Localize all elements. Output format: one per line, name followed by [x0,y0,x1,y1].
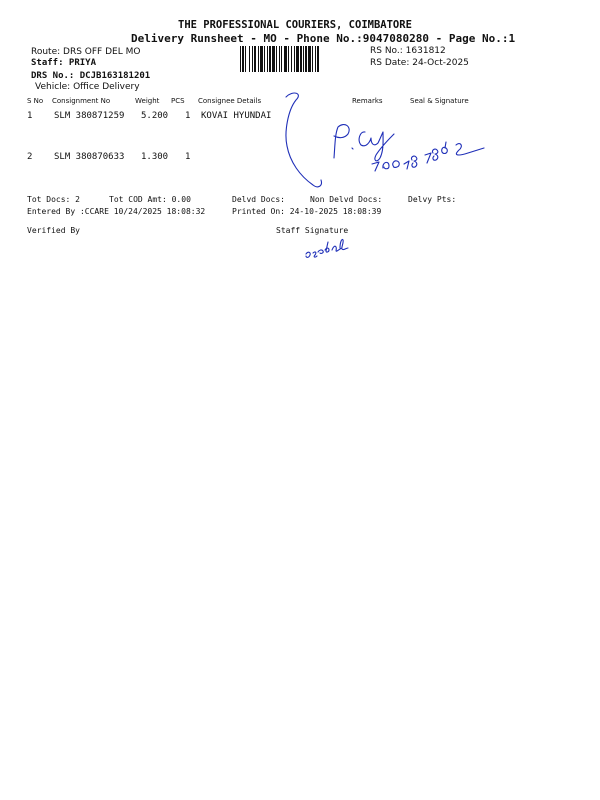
barcode-bar [281,46,282,72]
barcode-bar [254,46,256,72]
row-pcs: 1 [185,152,191,162]
barcode-bar [288,46,289,72]
rs-date: RS Date: 24-Oct-2025 [370,58,469,68]
delivered-docs: Delvd Docs: [232,195,285,204]
document-title: THE PROFESSIONAL COURIERS, COIMBATORE [178,19,412,31]
col-header-consignment: Consignment No [52,97,111,105]
barcode-bar [300,46,302,72]
document-subtitle: Delivery Runsheet - MO - Phone No.:9047080280 - Page No.:1 [131,32,516,45]
handwritten-staff-sign-mark [306,239,348,257]
barcode-bar [315,46,316,72]
row-pcs: 1 [185,111,191,121]
row-weight: 1.300 [141,152,169,162]
barcode-bar [245,46,246,72]
vehicle-label: Vehicle: Office Delivery [35,82,140,92]
barcode-bar [308,46,311,72]
route-label: Route: DRS OFF DEL MO [31,47,141,57]
barcode-bar [269,46,271,72]
handwritten-bracket-stroke [286,93,321,187]
delivery-points: Delvy Pts: [408,195,457,204]
row-consignee: KOVAI HYUNDAI [201,111,272,121]
handwritten-phone-mark [372,142,484,171]
printed-on: Printed On: 24-10-2025 18:08:39 [232,207,382,216]
staff-signature-label: Staff Signature [276,226,349,235]
barcode-image [240,46,366,72]
staff-label: Staff: PRIYA [31,58,97,68]
row-sno: 1 [27,111,33,121]
barcode-bar [312,46,313,72]
barcode-bar [267,46,268,72]
col-header-pcs: PCS [171,97,185,105]
barcode-bar [284,46,287,72]
barcode-bar [291,46,292,72]
handwritten-signature-mark [334,125,394,161]
barcode-bar [252,46,253,72]
col-header-remarks: Remarks [352,97,383,105]
barcode-bar [249,46,250,72]
non-delivered-docs: Non Delvd Docs: [310,195,383,204]
total-docs: Tot Docs: 2 [27,195,80,204]
col-header-weight: Weight [135,97,160,105]
col-header-seal-signature: Seal & Signature [410,97,469,105]
barcode-bar [279,46,280,72]
barcode-bar [260,46,263,72]
barcode-bar [317,46,319,72]
verified-by-label: Verified By [27,226,80,235]
row-weight: 5.200 [141,111,169,121]
total-cod-amount: Tot COD Amt: 0.00 [109,195,191,204]
barcode-bar [264,46,265,72]
barcode-bar [276,46,277,72]
entered-by: Entered By :CCARE 10/24/2025 18:08:32 [27,207,206,216]
barcode-bar [303,46,304,72]
barcode-bar [305,46,307,72]
col-header-sno: S No [27,97,44,105]
row-consignment-no: SLM 380870633 [54,152,125,162]
drs-number: DRS No.: DCJB163181201 [31,71,151,81]
barcode-bar [294,46,295,72]
barcode-bar [242,46,244,72]
row-consignment-no: SLM 380871259 [54,111,125,121]
barcode-bar [258,46,259,72]
row-sno: 2 [27,152,33,162]
barcode-bar [240,46,241,72]
rs-number: RS No.: 1631812 [370,46,446,56]
barcode-bar [296,46,299,72]
barcode-bar [272,46,275,72]
col-header-consignee: Consignee Details [198,97,262,105]
